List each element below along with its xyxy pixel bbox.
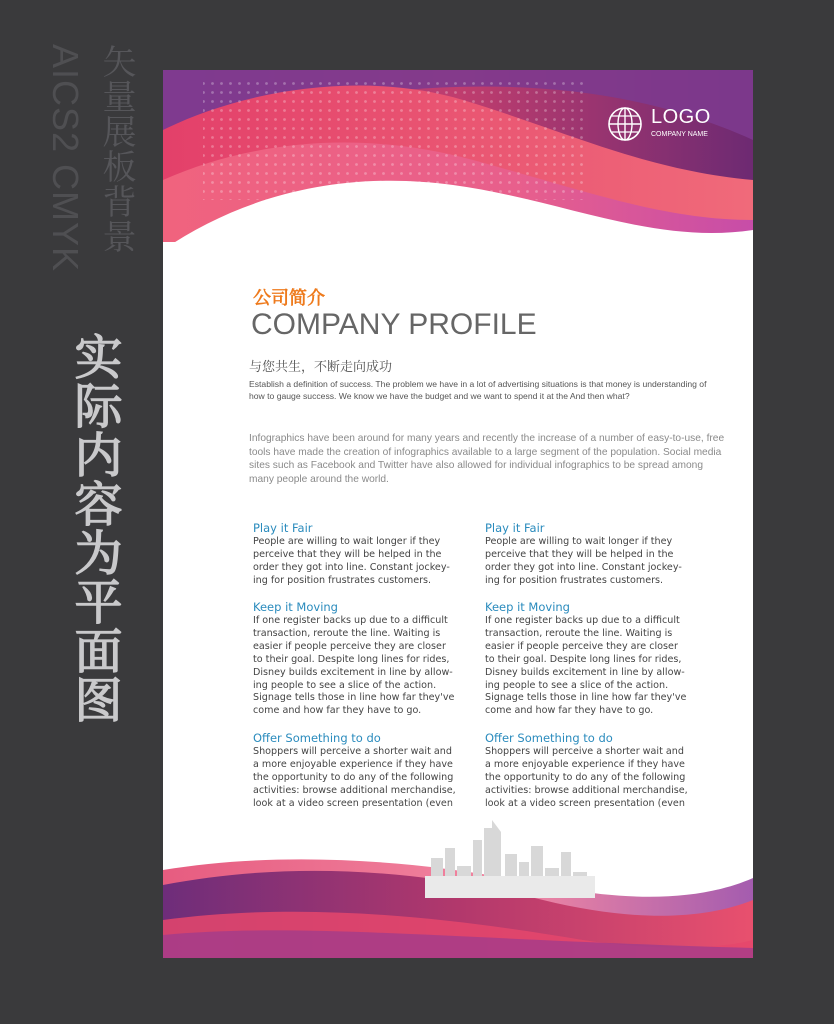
city-skyline-icon [425, 818, 595, 898]
column-left [253, 521, 468, 811]
section-body: If one register backs up due to a difficult transaction, reroute the line. Waiting is easier if people perceive they are closer to their goal. Despite long lines for rides, Disney builds excitement in line by allow- ing people to see a slice of the action. Signage tells those in line how far they've come and how far they have to go. [253, 615, 455, 717]
side-label-cn-small: 矢量展板背景 [96, 44, 136, 254]
section-title: Play it Fair [253, 521, 313, 535]
title-cn: 公司简介 [253, 288, 325, 309]
intro-paragraph-1: Establish a definition of success. The problem we have in a lot of advertising situations is that money is understanding of how to gauge success. We know we have the budget and we want to spend it at the And then what? [249, 379, 707, 401]
company-name: COMPANY NAME [651, 131, 708, 138]
section-offer-something [253, 731, 468, 811]
section-offer-something [485, 731, 700, 811]
section-body: People are willing to wait longer if they perceive that they will be helped in the order they got into line. Constant jockey- ing for position frustrates customers. [253, 536, 450, 586]
section-play-it-fair [253, 521, 468, 600]
section-body: Shoppers will perceive a shorter wait and a more enjoyable experience if they have the opportunity to do any of the following activities: browse additional merchandise, look at a video screen presentation (even [253, 746, 456, 809]
section-body: If one register backs up due to a difficult transaction, reroute the line. Waiting is easier if people perceive they are closer to their goal. Despite long lines for rides, Disney builds excitement in line by allow- ing people to see a slice of the action. Signage tells those in line how far they've come and how far they have to go. [485, 615, 687, 717]
globe-icon [607, 106, 643, 142]
page-title: COMPANY PROFILE [251, 308, 537, 341]
section-body: People are willing to wait longer if they perceive that they will be helped in the order they got into line. Constant jockey- ing for position frustrates customers. [485, 536, 682, 586]
intro-paragraph-2: Infographics have been around for many years and recently the increase of a number of easy-to-use, free tools have made the creation of infographics available to a large segment of the population. Social media sites such as Facebook and Twitter have also allowed for individual infographics to be spread among many people around the world. [249, 433, 725, 485]
section-title: Keep it Moving [485, 600, 570, 614]
section-title: Play it Fair [485, 521, 545, 535]
logo [607, 104, 727, 144]
side-label-en: AICS2 CMYK [45, 44, 86, 273]
section-play-it-fair [485, 521, 700, 600]
poster [163, 70, 753, 958]
section-title: Offer Something to do [485, 731, 613, 745]
column-right [485, 521, 700, 811]
section-body: Shoppers will perceive a shorter wait and a more enjoyable experience if they have the opportunity to do any of the following activities: browse additional merchandise, look at a video screen presentation (even [485, 746, 688, 809]
section-keep-it-moving [253, 600, 468, 731]
slogan: 与您共生，不断走向成功 [249, 360, 393, 375]
section-title: Offer Something to do [253, 731, 381, 745]
logo-text: LOGO [651, 106, 711, 128]
section-keep-it-moving [485, 600, 700, 731]
section-title: Keep it Moving [253, 600, 338, 614]
side-label-cn-big: 实际内容为平面图 [66, 332, 122, 724]
